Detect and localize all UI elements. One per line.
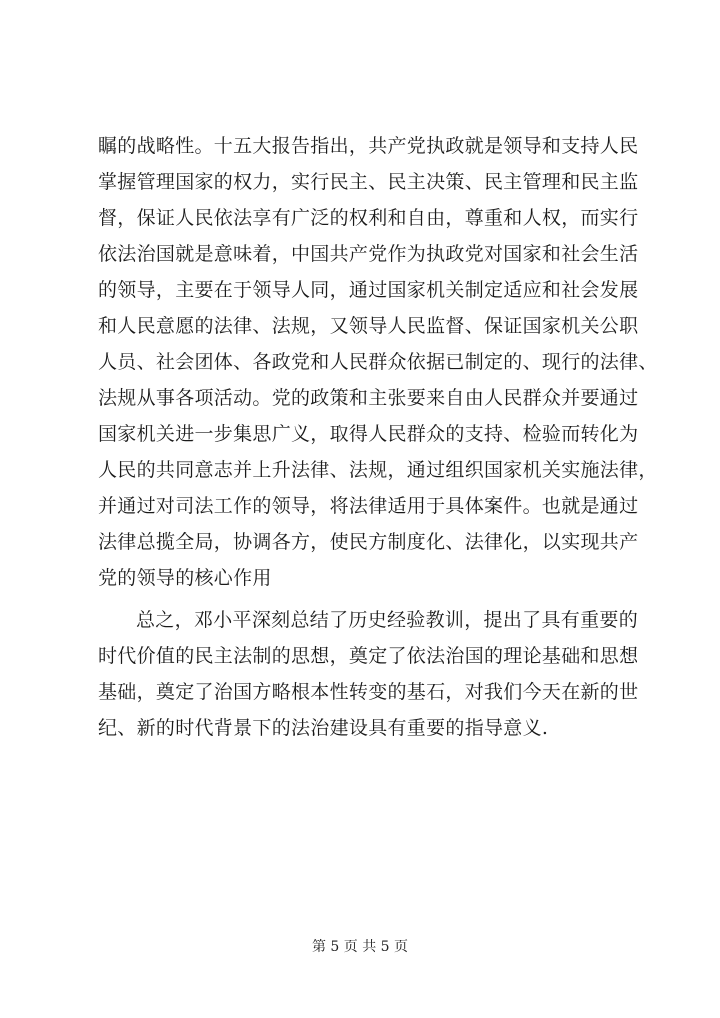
- paragraph-line: 纪、新的时代背景下的法治建设具有重要的指导意义.: [98, 717, 549, 739]
- paragraph-line: 并通过对司法工作的领导，将法律适用于具体案件。也就是通过: [98, 495, 639, 517]
- paragraph-line: 人民的共同意志并上升法律、法规，通过组织国家机关实施法律，: [98, 459, 658, 481]
- paragraph-line: 国家机关进一步集思广义，取得人民群众的支持、检验而转化为: [98, 423, 639, 445]
- paragraph-line: 和人民意愿的法律、法规，又领导人民监督、保证国家机关公职: [98, 315, 639, 337]
- paragraph-line: 瞩的战略性。十五大报告指出，共产党执政就是领导和支持人民: [98, 135, 639, 157]
- paragraph-line: 督，保证人民依法享有广泛的权利和自由，尊重和人权，而实行: [98, 207, 639, 229]
- paragraph-line: 党的领导的核心作用: [98, 567, 272, 589]
- paragraph-line: 基础，奠定了治国方略根本性转变的基石，对我们今天在新的世: [98, 681, 639, 703]
- paragraph-line: 的领导，主要在于领导人同，通过国家机关制定适应和社会发展: [98, 279, 639, 301]
- paragraph-line: 总之，邓小平深刻总结了历史经验教训，提出了具有重要的: [136, 609, 638, 631]
- paragraph-line: 法律总揽全局，协调各方，使民方制度化、法律化，以实现共产: [98, 531, 639, 553]
- paragraph-line: 人员、社会团体、各政党和人民群众依据已制定的、现行的法律、: [98, 351, 658, 373]
- paragraph-line: 法规从事各项活动。党的政策和主张要来自由人民群众并要通过: [98, 387, 639, 409]
- paragraph-line: 掌握管理国家的权力，实行民主、民主决策、民主管理和民主监: [98, 171, 639, 193]
- paragraph-line: 时代价值的民主法制的思想，奠定了依法治国的理论基础和思想: [98, 645, 639, 667]
- document-body: [98, 128, 658, 746]
- paragraph-2: [98, 602, 638, 746]
- paragraph-1: [98, 128, 658, 596]
- page-number-footer: 第 5 页 共 5 页: [311, 939, 409, 955]
- paragraph-line: 依法治国就是意味着，中国共产党作为执政党对国家和社会生活: [98, 243, 639, 265]
